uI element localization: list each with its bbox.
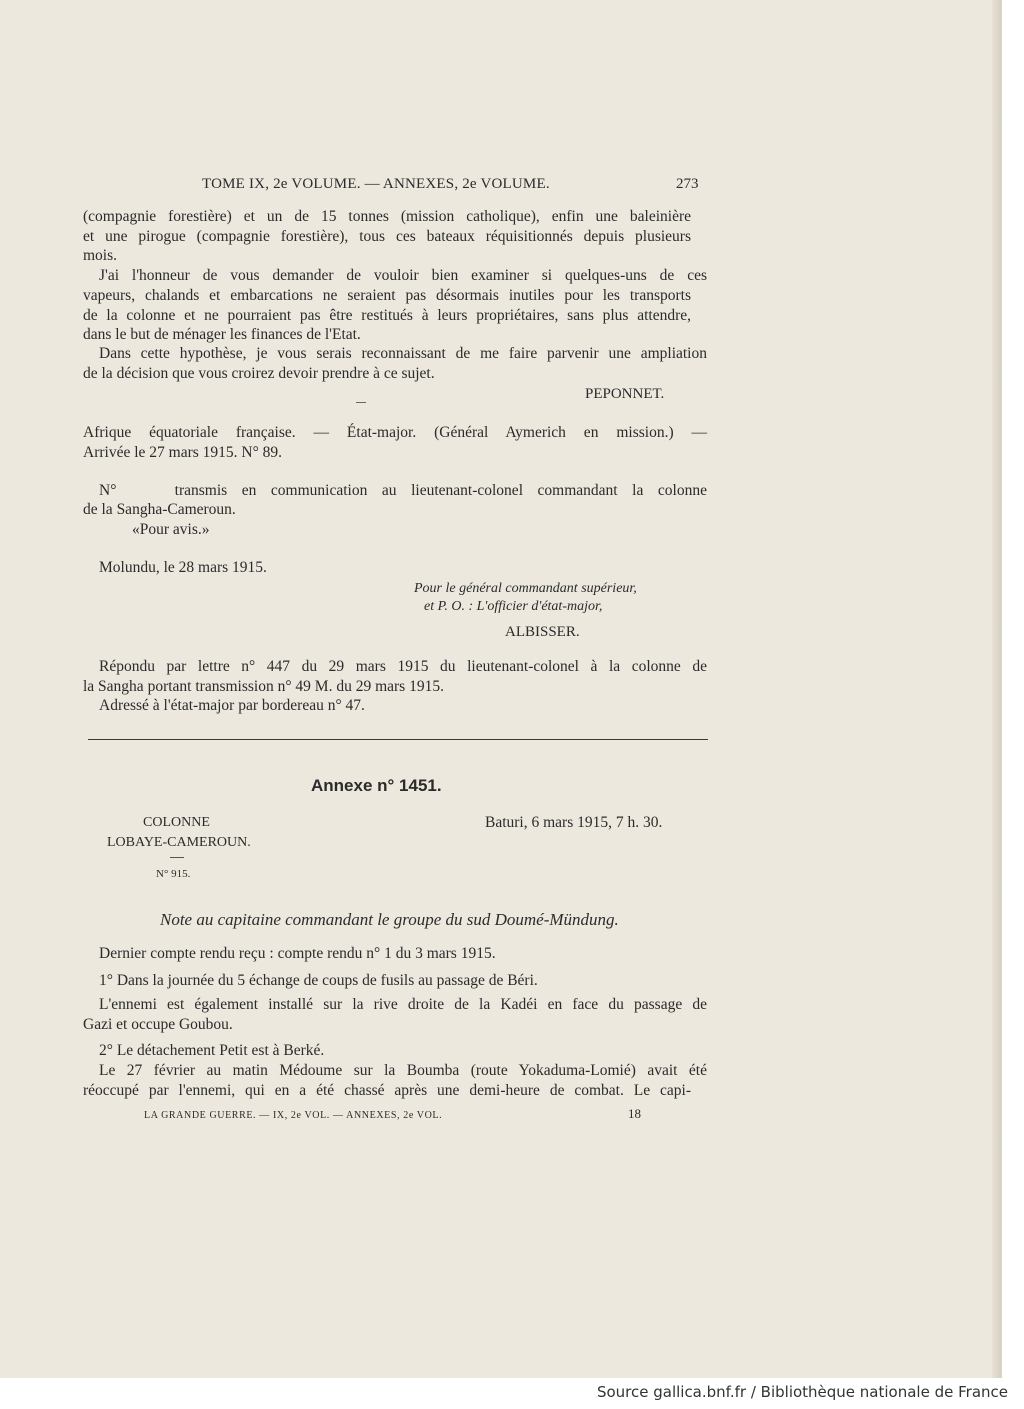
signature-peponnet: PEPONNET.: [585, 386, 665, 402]
page-number: 273: [676, 176, 699, 192]
separator-dash: [170, 857, 184, 858]
page-edge: [992, 0, 1000, 1378]
colonne-heading: COLONNE: [143, 815, 210, 830]
body-line: Arrivée le 27 mars 1915. N° 89.: [83, 444, 283, 461]
annexe-title: Annexe n° 1451.: [311, 776, 442, 795]
note-title: Note au capitaine commandant le groupe du sud Doumé-Mündung.: [160, 910, 619, 929]
document-number: N° 915.: [156, 868, 191, 880]
signature-title: et P. O. : L'officier d'état-major,: [424, 599, 603, 614]
body-line: et une pirogue (compagnie forestière), tous ces bateaux réquisitionnés depuis plusieurs: [83, 228, 691, 245]
body-line: dans le but de ménager les finances de l'Etat.: [83, 326, 361, 343]
body-line: «Pour avis.»: [132, 521, 210, 538]
signature-title: Pour le général commandant supérieur,: [414, 581, 637, 596]
body-line: Afrique équatoriale française. — État-major. (Général Aymerich en mission.) —: [83, 424, 707, 441]
place-date: Baturi, 6 mars 1915, 7 h. 30.: [485, 814, 663, 831]
body-line: Gazi et occupe Goubou.: [83, 1016, 233, 1033]
body-line: la Sangha portant transmission n° 49 M. du 29 mars 1915.: [83, 678, 444, 695]
body-line: vapeurs, chalands et embarcations ne seraient pas désormais inutiles pour les transports: [83, 287, 691, 304]
body-line: Le 27 février au matin Médoume sur la Boumba (route Yokaduma-Lomié) avait été: [99, 1062, 707, 1079]
body-line: de la décision que vous croirez devoir prendre à ce sujet.: [83, 365, 435, 382]
body-line: 2° Le détachement Petit est à Berké.: [99, 1042, 325, 1059]
separator-dash: [356, 402, 366, 403]
body-line: mois.: [83, 247, 118, 264]
body-line: (compagnie forestière) et un de 15 tonnes (mission catholique), enfin une baleinière: [83, 208, 691, 225]
signature-albisser: ALBISSER.: [505, 624, 580, 640]
printer-signature: LA GRANDE GUERRE. — IX, 2e VOL. — ANNEXES, 2e VOL.: [144, 1110, 443, 1121]
body-line: de la Sangha-Cameroun.: [83, 501, 236, 518]
place-date: Molundu, le 28 mars 1915.: [99, 559, 267, 576]
running-title: TOME IX, 2e VOLUME. — ANNEXES, 2e VOLUME.: [202, 176, 550, 192]
body-line: de la colonne et ne pourraient pas être restitués à leurs propriétaires, sans plus attendre,: [83, 307, 691, 324]
horizontal-rule: [88, 739, 708, 740]
body-line: L'ennemi est également installé sur la rive droite de la Kadéi en face du passage de: [99, 996, 707, 1013]
body-line: Dans cette hypothèse, je vous serais reconnaissant de me faire parvenir une ampliation: [99, 345, 707, 362]
body-line: Adressé à l'état-major par bordereau n° 47.: [99, 697, 365, 714]
body-line: Répondu par lettre n° 447 du 29 mars 1915 du lieutenant-colonel à la colonne de: [99, 658, 707, 675]
colonne-heading: LOBAYE-CAMEROUN.: [107, 835, 251, 850]
sheet-number: 18: [628, 1106, 641, 1121]
body-line: Dernier compte rendu reçu : compte rendu n° 1 du 3 mars 1915.: [99, 945, 496, 962]
body-line: 1° Dans la journée du 5 échange de coups de fusils au passage de Béri.: [99, 972, 538, 989]
body-line: réoccupé par l'ennemi, qui en a été chassé après une demi-heure de combat. Le capi-: [83, 1082, 691, 1099]
source-credit: Source gallica.bnf.fr / Bibliothèque nationale de France: [596, 1383, 1008, 1401]
body-line: N° transmis en communication au lieutenant-colonel commandant la colonne: [99, 482, 707, 499]
body-line: J'ai l'honneur de vous demander de vouloir bien examiner si quelques-uns de ces: [99, 267, 707, 284]
